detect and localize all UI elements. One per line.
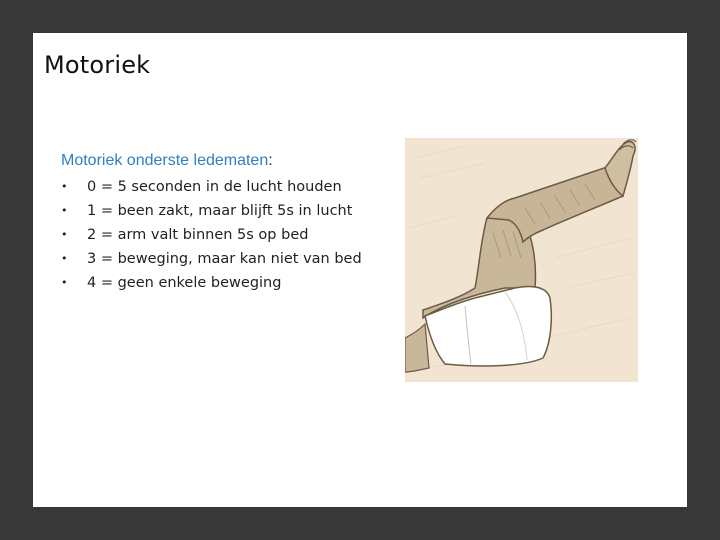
list-item-text: 4 = geen enkele beweging: [87, 275, 282, 291]
bullet-icon: •: [61, 204, 68, 217]
list-item-text: 3 = beweging, maar kan niet van bed: [87, 251, 362, 267]
raised-leg-illustration: [405, 138, 638, 382]
section-heading-colon: :: [268, 152, 273, 169]
bullet-icon: •: [61, 276, 68, 289]
list-item-text: 0 = 5 seconden in de lucht houden: [87, 179, 342, 195]
list-item-text: 2 = arm valt binnen 5s op bed: [87, 227, 309, 243]
bullet-icon: •: [61, 228, 68, 241]
list-item: [61, 273, 362, 297]
list-item: [61, 225, 362, 249]
section-heading: [61, 152, 273, 170]
score-list: [61, 177, 362, 297]
bullet-icon: •: [61, 252, 68, 265]
section-heading-text: Motoriek onderste ledematen: [61, 152, 269, 169]
slide: [33, 33, 687, 507]
list-item: [61, 249, 362, 273]
bullet-icon: •: [61, 180, 68, 193]
list-item-text: 1 = been zakt, maar blijft 5s in lucht: [87, 203, 353, 219]
list-item: [61, 177, 362, 201]
slide-title: Motoriek: [44, 51, 151, 79]
list-item: [61, 201, 362, 225]
